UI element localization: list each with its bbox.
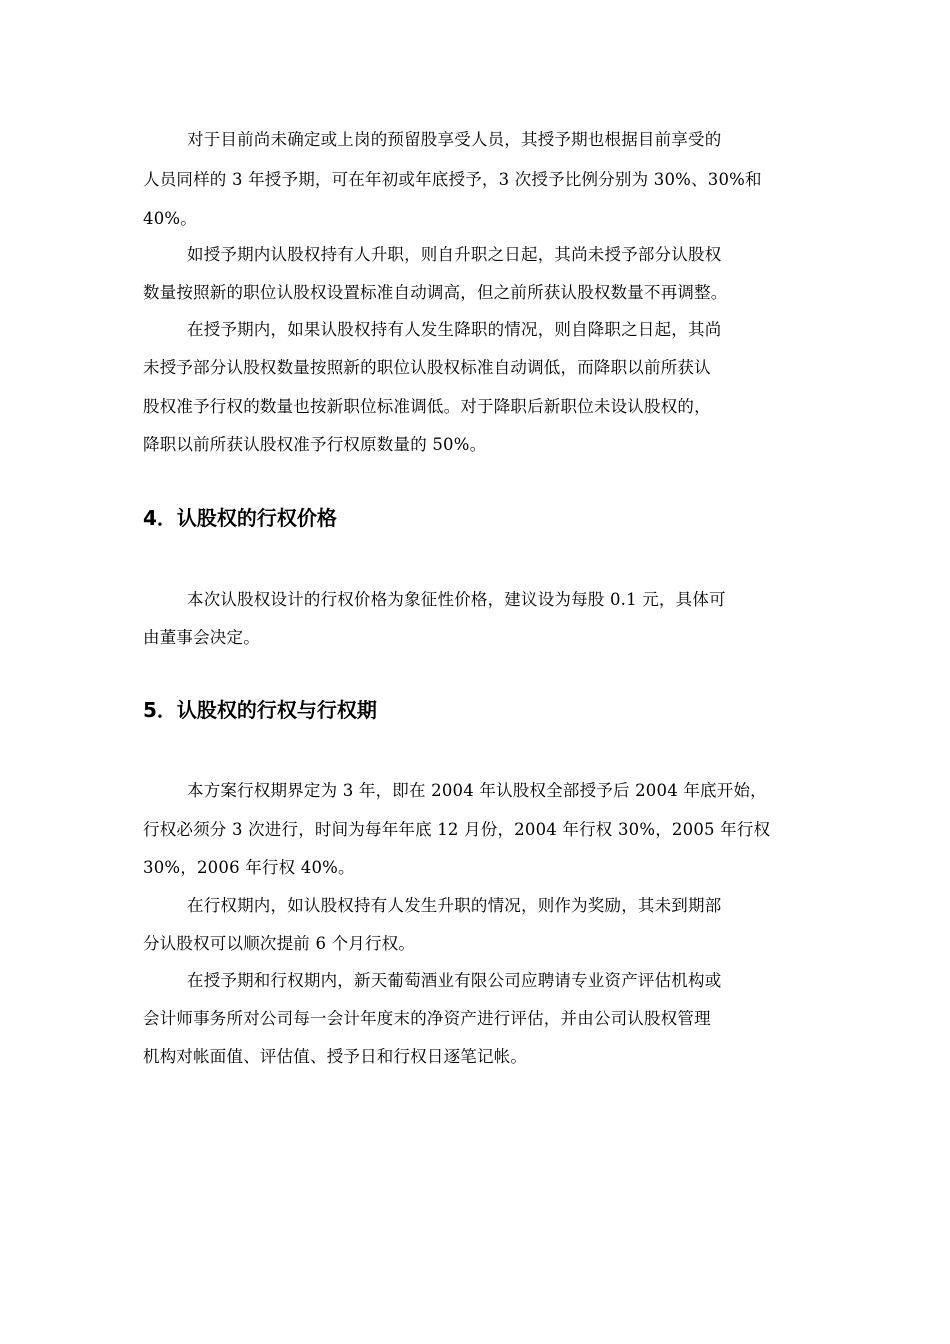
text-line: 数量按照新的职位认股权设置标准自动调高，但之前所获认股权数量不再调整。 bbox=[143, 283, 728, 302]
text-line: 由董事会决定。 bbox=[143, 628, 260, 647]
text-line: 人员同样的 3 年授予期，可在年初或年底授予，3 次授予比例分别为 30%、30%和 bbox=[143, 170, 762, 189]
text-line: 在授予期和行权期内，新天葡萄酒业有限公司应聘请专业资产评估机构或 bbox=[187, 971, 722, 990]
text-line: 对于目前尚未确定或上岗的预留股享受人员，其授予期也根据目前享受的 bbox=[187, 130, 722, 149]
text-line: 本次认股权设计的行权价格为象征性价格，建议设为每股 0.1 元，具体可 bbox=[187, 590, 726, 609]
text-line: 降职以前所获认股权准予行权原数量的 50%。 bbox=[143, 435, 487, 454]
text-line: 本方案行权期界定为 3 年，即在 2004 年认股权全部授予后 2004 年底开始， bbox=[187, 781, 767, 800]
text-line: 30%，2006 年行权 40%。 bbox=[143, 858, 355, 877]
text-line: 在行权期内，如认股权持有人发生升职的情况，则作为奖励，其未到期部 bbox=[187, 896, 722, 915]
text-line: 股权准予行权的数量也按新职位标准调低。对于降职后新职位未设认股权的， bbox=[143, 397, 711, 416]
text-line: 分认股权可以顺次提前 6 个月行权。 bbox=[143, 934, 416, 953]
text-line: 在授予期内，如果认股权持有人发生降职的情况，则自降职之日起，其尚 bbox=[187, 320, 722, 339]
section-heading-exercise-price: 4．认股权的行权价格 bbox=[143, 506, 337, 530]
text-line: 如授予期内认股权持有人升职，则自升职之日起，其尚未授予部分认股权 bbox=[187, 245, 722, 264]
section-heading-exercise-period: 5．认股权的行权与行权期 bbox=[143, 698, 377, 722]
text-line: 行权必须分 3 次进行，时间为每年年底 12 月份，2004 年行权 30%，2005 年行权 bbox=[143, 820, 771, 839]
text-line: 未授予部分认股权数量按照新的职位认股权标准自动调低，而降职以前所获认 bbox=[143, 358, 711, 377]
text-line: 会计师事务所对公司每一会计年度末的净资产进行评估，并由公司认股权管理 bbox=[143, 1009, 711, 1028]
text-line: 机构对帐面值、评估值、授予日和行权日逐笔记帐。 bbox=[143, 1047, 528, 1066]
text-line: 40%。 bbox=[143, 209, 197, 228]
